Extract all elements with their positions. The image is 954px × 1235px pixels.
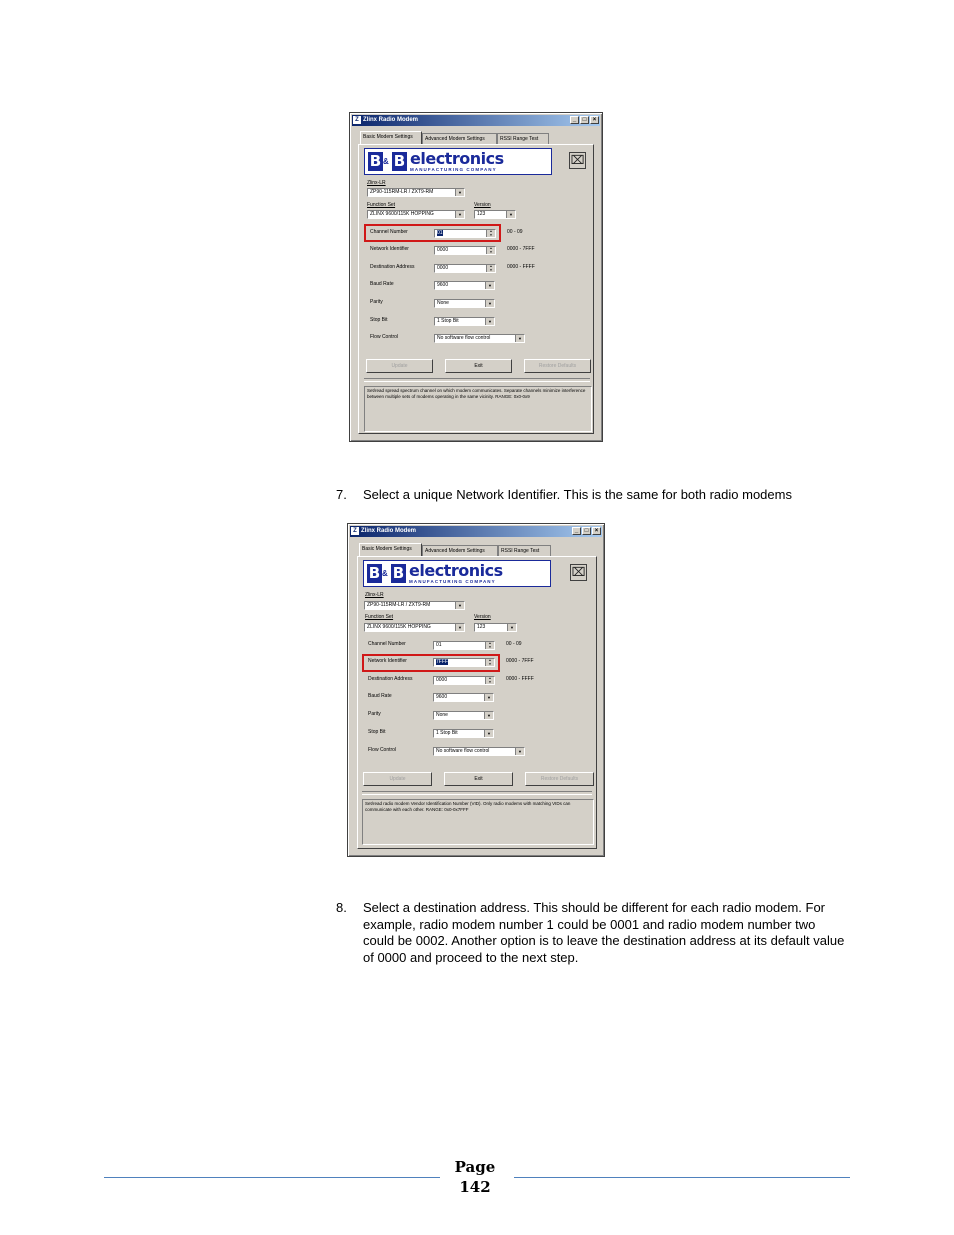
tab-advanced-modem-settings[interactable]: Advanced Modem Settings xyxy=(422,133,497,144)
chevron-down-icon[interactable]: ▼ xyxy=(455,624,464,631)
highlight-box xyxy=(364,224,501,242)
footer-rule-right xyxy=(514,1177,850,1178)
stop-bit-select[interactable] xyxy=(433,729,494,738)
chevron-down-icon[interactable]: ▼ xyxy=(484,730,493,737)
tab-basic-modem-settings[interactable]: Basic Modem Settings xyxy=(359,543,422,556)
logo-word: electronics xyxy=(410,149,504,168)
parity-value: None xyxy=(436,712,448,718)
app-icon: Z xyxy=(353,116,361,124)
chevron-down-icon[interactable]: ▼ xyxy=(485,318,494,325)
crossed-bin-icon: ⌧ xyxy=(570,153,585,167)
flow-control-select[interactable] xyxy=(433,747,525,756)
model-select[interactable] xyxy=(364,601,465,610)
chevron-down-icon[interactable]: ▼ xyxy=(485,300,494,307)
tab-basic-modem-settings[interactable]: Basic Modem Settings xyxy=(360,131,422,144)
destination-address-value: 0000 xyxy=(437,265,449,271)
version-value: 123 xyxy=(477,624,486,630)
spinner-icon[interactable]: ▲ ▼ xyxy=(485,659,494,666)
channel-number-value: 01 xyxy=(436,642,442,648)
dialog-screenshot-1 xyxy=(349,112,603,442)
dialog-screenshot-2 xyxy=(347,523,605,857)
crossed-bin-icon: ⌧ xyxy=(571,565,586,579)
logo-ampersand: & xyxy=(382,569,388,578)
network-identifier-value: 0000 xyxy=(437,247,449,253)
update-button[interactable]: Update xyxy=(366,359,433,373)
logo-word: electronics xyxy=(409,561,503,580)
channel-number-range: 00 - 09 xyxy=(507,229,523,235)
step-text: Select a unique Network Identifier. This is the same for both radio modems xyxy=(363,487,792,502)
app-icon: Z xyxy=(351,527,359,535)
version-label: Version xyxy=(474,614,491,620)
channel-number-input[interactable] xyxy=(433,641,495,650)
function-set-select[interactable] xyxy=(364,623,465,632)
chevron-down-icon[interactable]: ▼ xyxy=(485,282,494,289)
chevron-down-icon[interactable]: ▼ xyxy=(484,694,493,701)
stop-bit-value: 1 Stop Bit xyxy=(437,318,459,324)
logo-tagline: MANUFACTURING COMPANY xyxy=(410,167,497,172)
model-label: Zlinx-LR xyxy=(365,592,384,598)
model-value: ZP90-115RM-LR / ZXT9-RM xyxy=(367,602,431,608)
close-button[interactable]: × xyxy=(590,116,599,124)
network-identifier-label: Network Identifier xyxy=(368,658,407,664)
maximize-button[interactable]: □ xyxy=(580,116,589,124)
close-button[interactable]: × xyxy=(592,527,601,535)
stop-bit-label: Stop Bit xyxy=(370,317,388,323)
footer-rule-left xyxy=(104,1177,440,1178)
function-set-select[interactable] xyxy=(367,210,465,219)
logo-letter-left: B xyxy=(369,152,382,170)
baud-rate-value: 9600 xyxy=(436,694,448,700)
stop-bit-label: Stop Bit xyxy=(368,729,386,735)
update-button[interactable]: Update xyxy=(363,772,432,786)
destination-address-label: Destination Address xyxy=(368,676,413,682)
restore-defaults-button[interactable]: Restore Defaults xyxy=(524,359,591,373)
baud-rate-label: Baud Rate xyxy=(368,693,392,699)
exit-button[interactable]: Exit xyxy=(444,772,513,786)
chevron-down-icon[interactable]: ▼ xyxy=(507,624,516,631)
model-value: ZP90-115RM-LR / ZXT9-RM xyxy=(370,189,434,195)
chevron-down-icon[interactable]: ▼ xyxy=(515,748,524,755)
chevron-down-icon[interactable]: ▼ xyxy=(484,712,493,719)
function-set-value: ZLINX 9600/115K HOPPING xyxy=(370,211,434,217)
page-number xyxy=(440,1157,510,1197)
chevron-down-icon[interactable]: ▼ xyxy=(455,211,464,218)
logo-letter-left: B xyxy=(368,564,381,582)
parity-select[interactable] xyxy=(433,711,494,720)
tab-rssi-range-test[interactable]: RSSI Range Test xyxy=(498,545,551,556)
separator xyxy=(362,791,592,795)
version-select[interactable] xyxy=(474,623,517,632)
network-identifier-value: 7FFF xyxy=(436,659,448,665)
logo-letter-right: B xyxy=(393,152,406,170)
page-label: Page xyxy=(454,1158,496,1176)
destination-address-range: 0000 - FFFF xyxy=(506,676,534,682)
model-label: Zlinx-LR xyxy=(367,180,386,186)
channel-number-value: 01 xyxy=(437,230,443,236)
destination-address-label: Destination Address xyxy=(370,264,415,270)
exit-button[interactable]: Exit xyxy=(445,359,512,373)
help-text-box: Set/read radio modem Vendor Identification Number (VID). Only radio modems with matching VIDs can communicate with each other. RANGE: 0x0-0x7FFF xyxy=(362,799,594,845)
network-identifier-range: 0000 - 7FFF xyxy=(507,246,535,252)
flow-control-value: No software flow control xyxy=(437,335,491,341)
baud-rate-label: Baud Rate xyxy=(370,281,394,287)
function-set-value: ZLINX 9600/115K HOPPING xyxy=(367,624,431,630)
maximize-button[interactable]: □ xyxy=(582,527,591,535)
page-number-value: 142 xyxy=(459,1178,491,1196)
model-select[interactable] xyxy=(367,188,465,197)
step-text: Select a destination address. This should be different for each radio modem. For example, radio modem number 1 could be 0001 and radio modem number two could be 0002. Another option is to leave the destination address at its default value of 0000 and proceed to the next step. xyxy=(363,900,845,965)
parity-label: Parity xyxy=(370,299,383,305)
version-select[interactable] xyxy=(474,210,516,219)
highlight-box xyxy=(362,654,500,672)
baud-rate-select[interactable] xyxy=(434,281,495,290)
channel-number-label: Channel Number xyxy=(370,229,408,235)
minimize-button[interactable]: _ xyxy=(570,116,579,124)
chevron-down-icon[interactable]: ▼ xyxy=(515,335,524,342)
destination-address-input[interactable] xyxy=(434,264,496,273)
step-number: 7. xyxy=(336,487,347,502)
logo-tagline: MANUFACTURING COMPANY xyxy=(409,579,496,584)
company-logo xyxy=(364,148,552,175)
version-label: Version xyxy=(474,202,491,208)
flow-control-value: No software flow control xyxy=(436,748,490,754)
logo-ampersand: & xyxy=(383,157,389,166)
parity-value: None xyxy=(437,300,449,306)
stop-bit-select[interactable] xyxy=(434,317,495,326)
window-title: Zlinx Radio Modem xyxy=(361,528,417,534)
spinner-icon[interactable]: ▲ ▼ xyxy=(485,642,494,649)
function-set-label: Function Set xyxy=(365,614,394,620)
flow-control-label: Flow Control xyxy=(370,334,399,340)
spinner-icon[interactable]: ▲ ▼ xyxy=(486,247,495,254)
chevron-down-icon[interactable]: ▼ xyxy=(455,602,464,609)
destination-address-input[interactable] xyxy=(433,676,495,685)
step-number: 8. xyxy=(336,900,347,915)
channel-number-label: Channel Number xyxy=(368,641,406,647)
chevron-down-icon[interactable]: ▼ xyxy=(455,189,464,196)
minimize-button[interactable]: _ xyxy=(572,527,581,535)
network-identifier-range: 0000 - 7FFF xyxy=(506,658,534,664)
restore-defaults-button[interactable]: Restore Defaults xyxy=(525,772,594,786)
spinner-icon[interactable]: ▲ ▼ xyxy=(486,265,495,272)
tab-advanced-modem-settings[interactable]: Advanced Modem Settings xyxy=(422,545,498,556)
network-identifier-input[interactable] xyxy=(434,246,496,255)
channel-number-range: 00 - 09 xyxy=(506,641,522,647)
help-text-box: Set/read spread spectrum channel on which modem communicates. Separate channels minimize interference between multiple sets of modems operating in the same vicinity. RANGE: 0x0-0x9 xyxy=(364,386,592,432)
parity-select[interactable] xyxy=(434,299,495,308)
chevron-down-icon[interactable]: ▼ xyxy=(506,211,515,218)
flow-control-select[interactable] xyxy=(434,334,525,343)
spinner-icon[interactable]: ▲ ▼ xyxy=(485,677,494,684)
version-value: 123 xyxy=(477,211,486,217)
tab-rssi-range-test[interactable]: RSSI Range Test xyxy=(497,133,549,144)
flow-control-label: Flow Control xyxy=(368,747,397,753)
spinner-icon[interactable]: ▲ ▼ xyxy=(486,230,495,237)
destination-address-range: 0000 - FFFF xyxy=(507,264,535,270)
parity-label: Parity xyxy=(368,711,381,717)
destination-address-value: 0000 xyxy=(436,677,448,683)
title-bar xyxy=(352,115,600,126)
stop-bit-value: 1 Stop Bit xyxy=(436,730,458,736)
company-logo xyxy=(363,560,551,587)
network-identifier-label: Network Identifier xyxy=(370,246,409,252)
logo-letter-right: B xyxy=(392,564,405,582)
separator xyxy=(364,378,590,382)
window-title: Zlinx Radio Modem xyxy=(363,117,419,123)
baud-rate-select[interactable] xyxy=(433,693,494,702)
function-set-label: Function Set xyxy=(367,202,396,208)
baud-rate-value: 9600 xyxy=(437,282,449,288)
title-bar xyxy=(350,526,602,537)
